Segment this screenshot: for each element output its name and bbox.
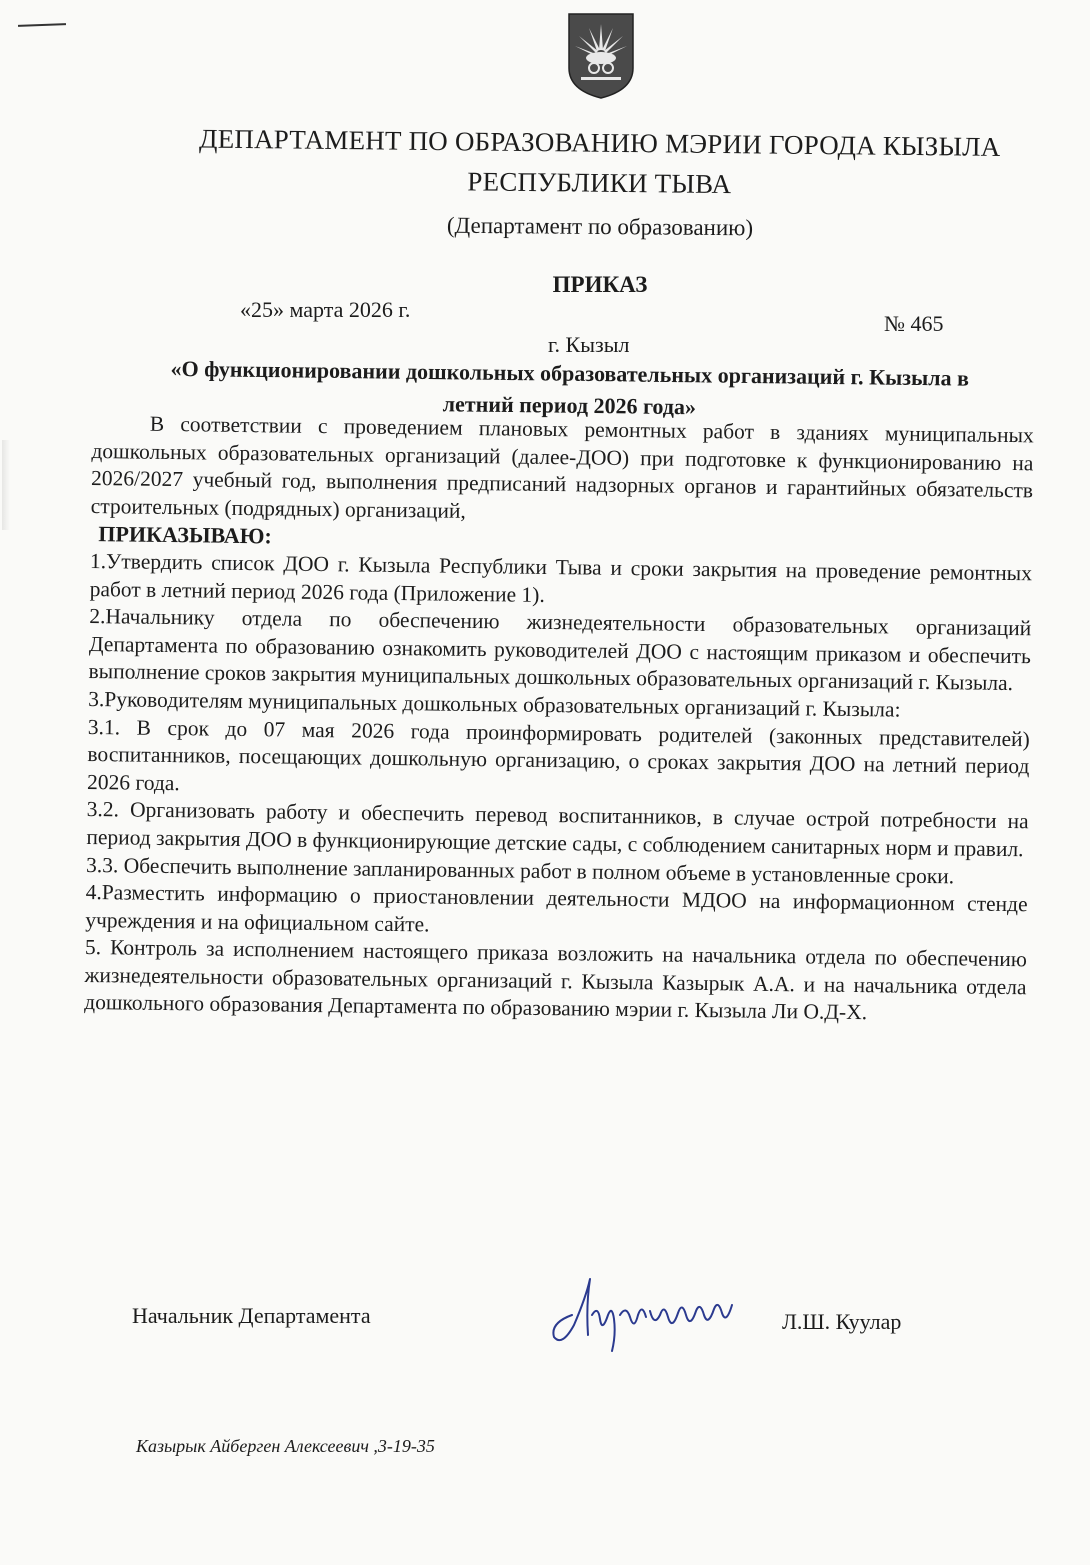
- scan-artifact-line: [18, 23, 66, 27]
- order-item: 2.Начальнику отдела по обеспечению жизнедеятельности образовательных организаций Департамента по образованию ознакомить руководителей ДОО с настоящим приказом и обеспечить выполнение сроков закрытия муниципальных дошкольных образовательных организаций г. Кызыла.: [88, 604, 1032, 696]
- executor-contact: Казырык Айберген Алексеевич ,3-19-35: [136, 1436, 435, 1456]
- subject-line-2: летний период 2026 года»: [442, 391, 697, 420]
- signature-block: [132, 1295, 932, 1375]
- department-short-name: (Департамент по образованию): [446, 212, 754, 241]
- intro-paragraph: В соответствии с проведением плановых ремонтных работ в зданиях муниципальных дошкольных образовательных организаций (далее-ДОО) при подготовке к функционированию на 2026/2027 учебный год, выполнения предписаний надзорных органов и гарантийных обязательств строительных (подрядных) организаций,: [90, 411, 1034, 523]
- signatory-position: Начальник Департамента: [132, 1303, 371, 1328]
- order-item: 5. Контроль за исполнением настоящего приказа возложить на начальника отдела по обеспечению жизнедеятельности образовательных организаций г. Кызыла Казырык А.А. и на начальника отдела дошкольного образования Департамента по образованию мэрии г. Кызыла Ли О.Д-Х.: [84, 935, 1028, 1025]
- order-item: 3.Руководителям муниципальных дошкольных образовательных организаций г. Кызыла:: [88, 686, 901, 722]
- order-number: № 465: [884, 311, 944, 336]
- order-city: г. Кызыл: [548, 332, 630, 357]
- header-line-1: ДЕПАРТАМЕНТ ПО ОБРАЗОВАНИЮ МЭРИИ ГОРОДА КЫЗЫЛА: [198, 123, 1001, 162]
- directive-heading: ПРИКАЗЫВАЮ:: [98, 521, 272, 549]
- order-item: 3.2. Организовать работу и обеспечить перевод воспитанников, в случае острой потребности на период закрытия ДОО в функционирующие детские сады, с соблюдением санитарных норм и правил.: [86, 797, 1029, 862]
- header-line-2: РЕСПУБЛИКИ ТЫВА: [467, 166, 732, 200]
- order-item: 3.1. В срок до 07 мая 2026 года проинформировать родителей (законных представителей) воспитанников, посещающих дошкольную организацию, о сроках закрытия ДОО на летний период 2026 года.: [86, 714, 1030, 795]
- order-body: [84, 410, 1034, 1029]
- order-item: 1.Утвердить список ДОО г. Кызыла Республики Тыва и сроки закрытия на проведение ремонтных работ в летний период 2026 года (Приложение 1).: [89, 548, 1033, 607]
- order-date: «25» марта 2026 г.: [240, 297, 411, 322]
- order-title: ПРИКАЗ: [552, 272, 648, 297]
- city-emblem-icon: [565, 10, 637, 100]
- handwritten-signature: [542, 1275, 782, 1355]
- signatory-name: Л.Ш. Куулар: [782, 1309, 902, 1334]
- scan-artifact-shadow: [2, 440, 10, 530]
- subject-line-1: «О функционировании дошкольных образовательных организаций г. Кызыла в: [170, 355, 970, 391]
- order-item: 4.Разместить информацию о приостановлении деятельности МДОО на информационном стенде учреждения и на официальном сайте.: [85, 880, 1028, 937]
- department-header: [149, 118, 1050, 207]
- order-item: 3.3. Обеспечить выполнение запланированных работ в полном объеме в установленные сроки.: [85, 852, 955, 888]
